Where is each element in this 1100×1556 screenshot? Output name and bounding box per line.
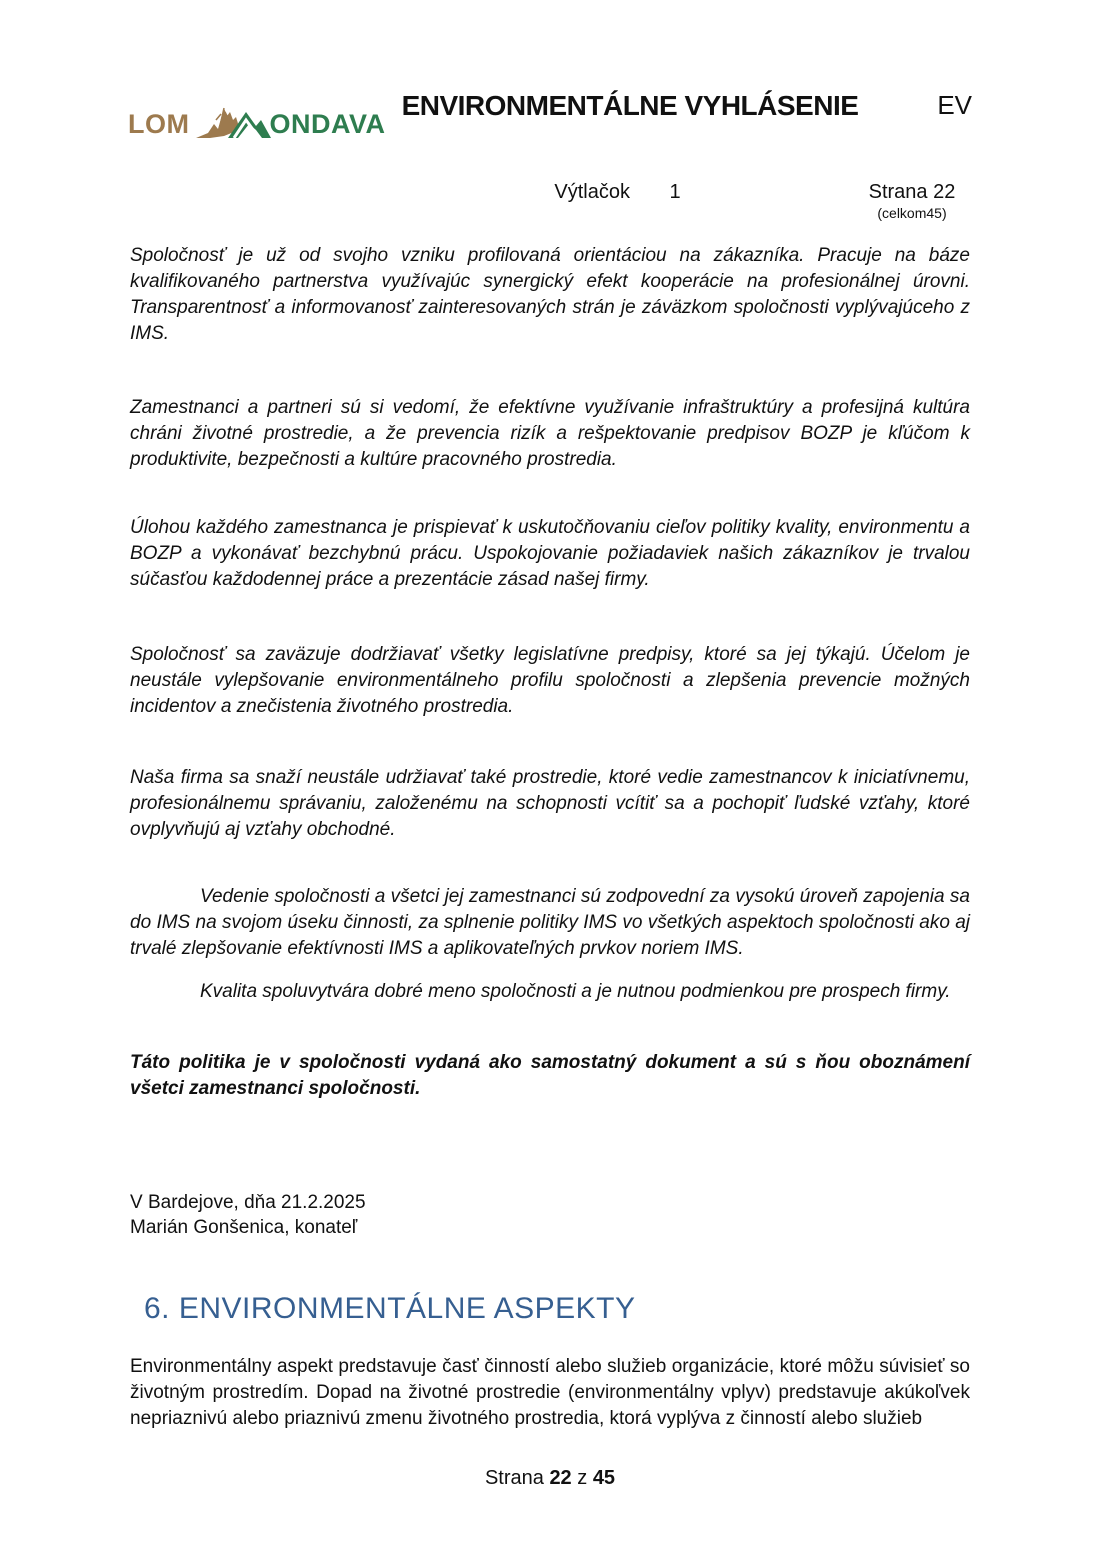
policy-paragraph-5: Naša firma sa snaží neustále udržiavať také prostredie, ktoré vedie zamestnancov k iniciatívnemu, profesionálnemu správaniu, založenému na schopnosti vcítiť sa a pochopiť ľudské vzťahy, ktoré ovplyvňujú aj vzťahy obchodné. [130, 767, 970, 840]
policy-statement-bold: Táto politika je v spoločnosti vydaná ako samostatný dokument a sú s ňou oboznámení všetci zamestnanci spoločnosti. [130, 1052, 970, 1099]
footer-page-number: 22 [549, 1467, 572, 1489]
page-number-label: Strana 22 [868, 181, 956, 203]
page-total-label: (celkom45) [877, 205, 947, 221]
signature-block [130, 1190, 970, 1240]
footer-of: z [577, 1467, 588, 1489]
document-body [0, 243, 1100, 1432]
policy-paragraph-1: Spoločnosť je už od svojho vzniku profilovaná orientáciou na zákazníka. Pracuje na báze kvalifikovaného partnerstva využívajúc synergický efekt kooperácie na profesionálnej úrovni. Transparentnosť a informovanosť zainteresovaných strán je záväzkom spoločnosti vyplývajúceho z IMS. [130, 245, 970, 344]
document-title: ENVIRONMENTÁLNE VYHLÁSENIE [401, 90, 859, 121]
page-header-meta [0, 149, 1100, 221]
footer-page-total: 45 [592, 1467, 616, 1489]
policy-paragraph-2: Zamestnanci a partneri sú si vedomí, že efektívne využívanie infraštruktúry a profesijná kultúra chráni životné prostredie, a že prevencia rizík a rešpektovanie predpisov BOZP je kľúčom k produktivite, bezpečnosti a kultúre pracovného prostredia. [130, 397, 970, 470]
policy-paragraph-6: Vedenie spoločnosti a všetci jej zamestnanci sú zodpovední za vysokú úroveň zapojenia sa do IMS na svojom úseku činnosti, za splnenie politiky IMS vo všetkých aspektoch spoločnosti ako aj trvalé zlepšovanie efektívnosti IMS a aplikovateľných prvkov noriem IMS. [130, 886, 970, 959]
page-header [0, 0, 1100, 149]
page-footer [0, 1467, 1100, 1490]
policy-paragraph-3: Úlohou každého zamestnanca je prispievať k uskutočňovaniu cieľov politiky kvality, environmentu a BOZP a vykonávať bezchybnú prácu. Uspokojovanie požiadaviek našich zákazníkov je trvalou súčasťou každodennej práce a prezentácie zásad našej firmy. [130, 517, 970, 590]
company-logo [128, 86, 386, 149]
page-number-block [852, 181, 972, 221]
copy-number: 1 [669, 181, 681, 203]
section-paragraph: Environmentálny aspekt predstavuje časť činností alebo služieb organizácie, ktoré môžu súvisieť so životným prostredím. Dopad na životné prostredie (environmentálny vplyv) predstavuje akúkoľvek nepriaznivú alebo priaznivú zmenu životného prostredia, ktorá vyplýva z činností alebo služieb [130, 1356, 970, 1429]
logo-text-lom: LOM [128, 109, 190, 139]
logo-text-ondava: ONDAVA [269, 109, 386, 139]
copy-label: Výtlačok [554, 181, 630, 203]
mountain-icon [194, 100, 272, 149]
policy-paragraph-4: Spoločnosť sa zaväzuje dodržiavať všetky legislatívne predpisy, ktoré sa jej týkajú. Účelom je neustále vylepšovanie environmentálneho profilu spoločnosti a zlepšenia prevencie možných incidentov a znečistenia životného prostredia. [130, 644, 970, 717]
footer-label: Strana [484, 1467, 544, 1489]
section-heading: 6. ENVIRONMENTÁLNE ASPEKTY [144, 1292, 636, 1325]
document-code: EV [937, 90, 972, 120]
signature-name-role: Marián Gonšenica, konateľ [130, 1217, 358, 1238]
copy-line [383, 181, 852, 204]
policy-paragraph-7: Kvalita spoluvytvára dobré meno spoločnosti a je nutnou podmienkou pre prospech firmy. [200, 981, 951, 1002]
signature-place-date: V Bardejove, dňa 21.2.2025 [130, 1192, 366, 1213]
